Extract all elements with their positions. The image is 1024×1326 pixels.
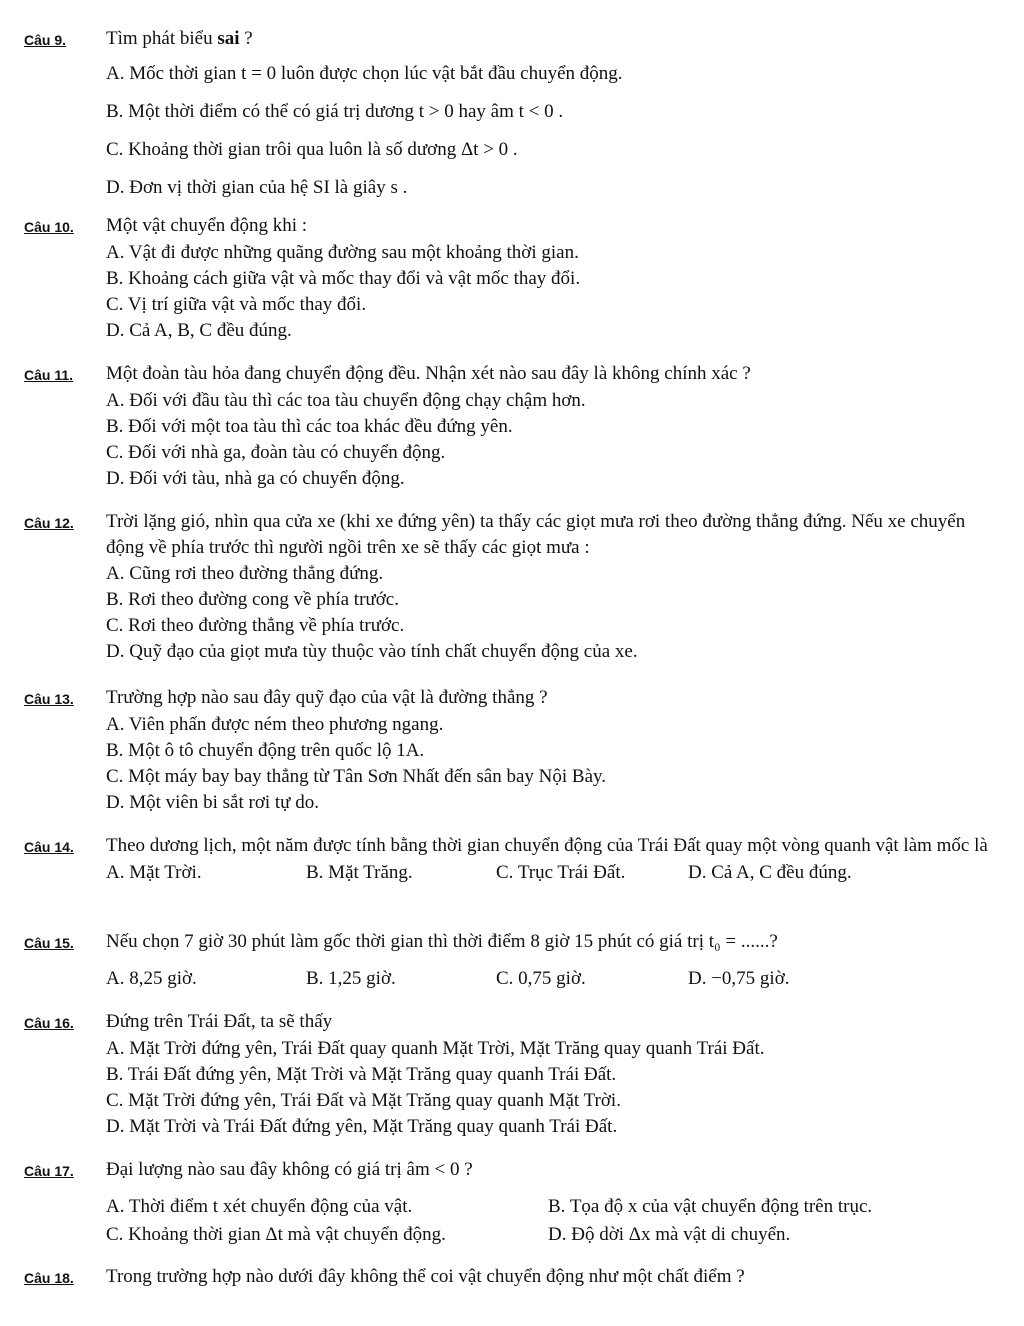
- option-a: A. Viên phấn được ném theo phương ngang.: [106, 714, 444, 735]
- question-text-part: Tìm phát biểu: [106, 28, 218, 49]
- option-c: C. Vị trí giữa vật và mốc thay đổi.: [106, 294, 367, 315]
- question-number: Câu 10.: [24, 219, 74, 235]
- question-17: [24, 1157, 1004, 1248]
- question-text: Trường hợp nào sau đây quỹ đạo của vật là đường thẳng ?: [106, 687, 548, 708]
- option-c: C. 0,75 giờ.: [496, 968, 586, 989]
- option-a: A. Thời điểm t xét chuyển động của vật.: [106, 1196, 413, 1217]
- question-12: [24, 509, 1004, 665]
- question-text: Trời lặng gió, nhìn qua cửa xe (khi xe đứng yên) ta thấy các giọt mưa rơi theo đường thẳng đứng. Nếu xe chuyển động về phía trước thì người ngồi trên xe sẽ thấy các giọt mưa :: [106, 511, 966, 558]
- options-row: [106, 966, 1004, 992]
- question-number: Câu 14.: [24, 839, 74, 855]
- option-b: B. Tọa độ x của vật chuyển động trên trục.: [548, 1196, 873, 1217]
- option-b: B. Khoảng cách giữa vật và mốc thay đổi và vật mốc thay đổi.: [106, 268, 581, 289]
- question-text: Đại lượng nào sau đây không có giá trị âm < 0 ?: [106, 1159, 473, 1180]
- question-number: Câu 13.: [24, 691, 74, 707]
- question-13: [24, 685, 1004, 816]
- option-a: A. Vật đi được những quãng đường sau một khoảng thời gian.: [106, 242, 579, 263]
- option-b: B. Rơi theo đường cong về phía trước.: [106, 589, 399, 610]
- question-number: Câu 15.: [24, 935, 74, 951]
- option-c: C. Một máy bay bay thẳng từ Tân Sơn Nhất đến sân bay Nội Bày.: [106, 766, 607, 787]
- option-c: C. Trục Trái Đất.: [496, 862, 626, 883]
- option-d: D. Cả A, C đều đúng.: [688, 862, 852, 883]
- options-row: [106, 860, 1004, 886]
- option-d: D. −0,75 giờ.: [688, 968, 790, 989]
- question-15: [24, 929, 1004, 992]
- option-d: D. Đơn vị thời gian của hệ SI là giây s .: [106, 177, 408, 198]
- question-18: [24, 1264, 1004, 1291]
- option-b: B. Trái Đất đứng yên, Mặt Trời và Mặt Trăng quay quanh Trái Đất.: [106, 1064, 617, 1085]
- question-text: Một vật chuyển động khi :: [106, 215, 308, 236]
- option-a: A. Cũng rơi theo đường thẳng đứng.: [106, 563, 384, 584]
- question-number: Câu 9.: [24, 32, 67, 48]
- option-b: B. 1,25 giờ.: [306, 968, 396, 989]
- option-a: A. Mặt Trời.: [106, 862, 202, 883]
- question-number: Câu 17.: [24, 1163, 74, 1179]
- question-text-emphasis: sai: [217, 28, 240, 49]
- question-text: Đứng trên Trái Đất, ta sẽ thấy: [106, 1011, 333, 1032]
- option-d: D. Một viên bi sắt rơi tự do.: [106, 792, 319, 813]
- question-9: [24, 26, 1004, 201]
- option-d: D. Quỹ đạo của giọt mưa tùy thuộc vào tính chất chuyển động của xe.: [106, 641, 638, 662]
- question-14: [24, 833, 1004, 886]
- option-b: B. Một thời điểm có thể có giá trị dương t > 0 hay âm t < 0 .: [106, 101, 564, 122]
- option-d: D. Đối với tàu, nhà ga có chuyển động.: [106, 468, 405, 489]
- question-number: Câu 18.: [24, 1270, 74, 1286]
- question-text: Trong trường hợp nào dưới đây không thể coi vật chuyển động như một chất điểm ?: [106, 1266, 745, 1287]
- option-a: A. Mặt Trời đứng yên, Trái Đất quay quanh Mặt Trời, Mặt Trăng quay quanh Trái Đất.: [106, 1038, 765, 1059]
- option-c: C. Rơi theo đường thẳng về phía trước.: [106, 615, 405, 636]
- option-a: A. 8,25 giờ.: [106, 968, 197, 989]
- question-16: [24, 1009, 1004, 1140]
- option-c: C. Khoảng thời gian Δt mà vật chuyển động.: [106, 1224, 446, 1245]
- question-text: Nếu chọn 7 giờ 30 phút làm gốc thời gian thì thời điểm 8 giờ 15 phút có giá trị t₀ = ......?: [106, 931, 778, 952]
- option-c: C. Khoảng thời gian trôi qua luôn là số dương Δt > 0 .: [106, 139, 518, 160]
- option-b: B. Mặt Trăng.: [306, 862, 413, 883]
- question-number: Câu 16.: [24, 1015, 74, 1031]
- option-b: B. Đối với một toa tàu thì các toa khác đều đứng yên.: [106, 416, 513, 437]
- question-text-part: ?: [239, 28, 253, 49]
- option-c: C. Đối với nhà ga, đoàn tàu có chuyển động.: [106, 442, 446, 463]
- option-b: B. Một ô tô chuyển động trên quốc lộ 1A.: [106, 740, 425, 761]
- option-d: D. Độ dời Δx mà vật di chuyển.: [548, 1224, 791, 1245]
- option-c: C. Mặt Trời đứng yên, Trái Đất và Mặt Trăng quay quanh Mặt Trời.: [106, 1090, 621, 1111]
- question-number: Câu 11.: [24, 367, 74, 383]
- question-text: [106, 26, 1004, 53]
- question-text: Một đoàn tàu hỏa đang chuyển động đều. Nhận xét nào sau đây là không chính xác ?: [106, 363, 751, 384]
- option-a: A. Mốc thời gian t = 0 luôn được chọn lúc vật bắt đầu chuyển động.: [106, 63, 623, 84]
- question-text: Theo dương lịch, một năm được tính bằng thời gian chuyển động của Trái Đất quay một vòng quanh vật làm mốc là: [106, 835, 988, 856]
- question-10: [24, 213, 1004, 344]
- option-d: D. Cả A, B, C đều đúng.: [106, 320, 292, 341]
- question-11: [24, 361, 1004, 492]
- options-row: [106, 1222, 1004, 1248]
- option-d: D. Mặt Trời và Trái Đất đứng yên, Mặt Trăng quay quanh Trái Đất.: [106, 1116, 618, 1137]
- question-number: Câu 12.: [24, 515, 74, 531]
- option-a: A. Đối với đầu tàu thì các toa tàu chuyển động chạy chậm hơn.: [106, 390, 586, 411]
- options-row: [106, 1194, 1004, 1220]
